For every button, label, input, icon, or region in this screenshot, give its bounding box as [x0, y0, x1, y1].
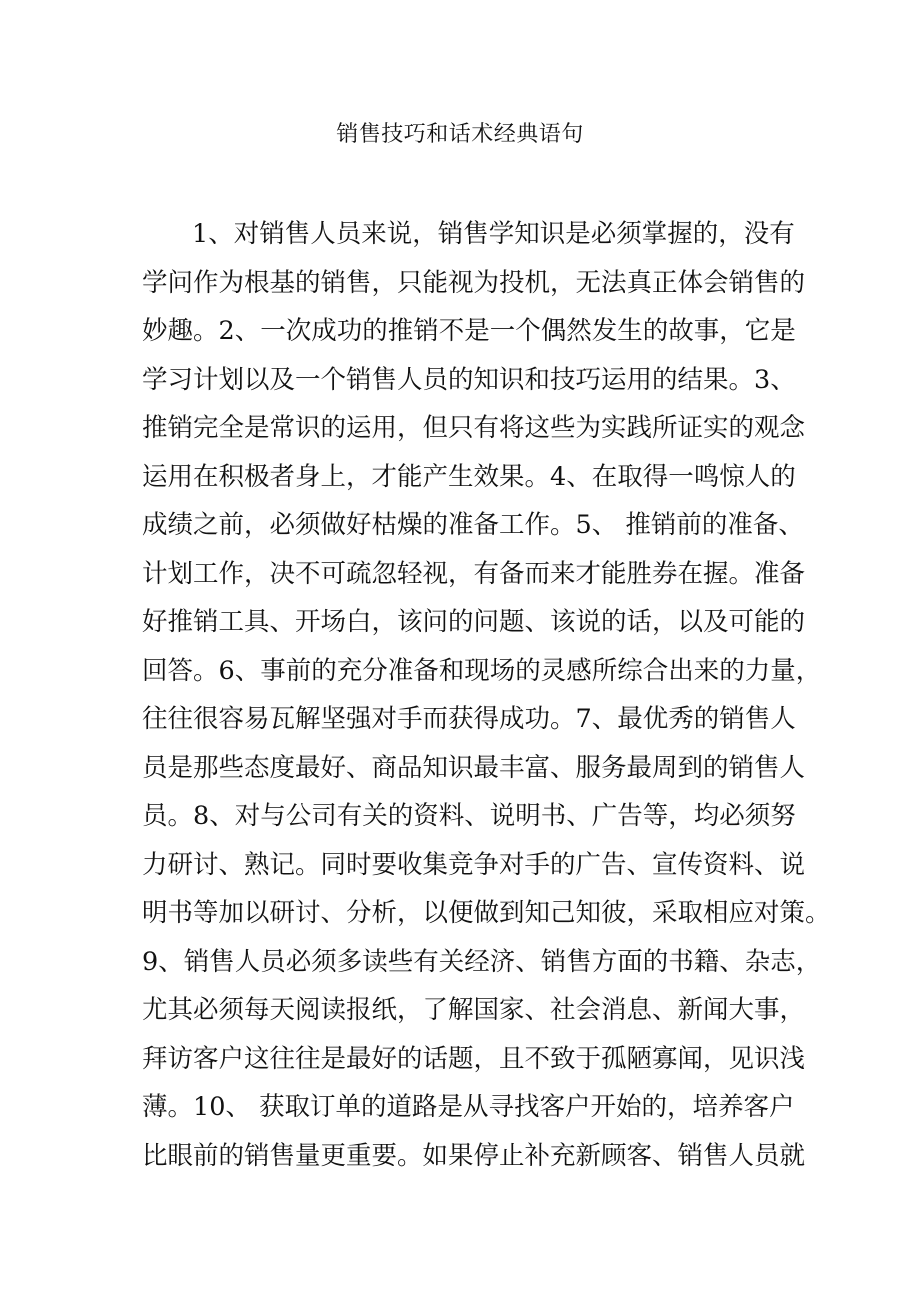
paragraph-line: 成绩之前，必须做好枯燥的准备工作。5、 推销前的准备、: [142, 510, 804, 540]
paragraph-line: 9、销售人员必须多读些有关经济、销售方面的书籍、杂志，: [142, 946, 822, 977]
paragraph-line: 明书等加以研讨、分析，以便做到知己知彼，采取相应对策。: [142, 898, 831, 928]
body-paragraph: [142, 210, 831, 1180]
paragraph-line: 推销完全是常识的运用，但只有将这些为实践所证实的观念: [142, 413, 806, 443]
paragraph-line: 运用在积极者身上，才能产生效果。4、在取得一鸣惊人的: [142, 461, 796, 492]
paragraph-line: 学问作为根基的销售，只能视为投机，无法真正体会销售的: [142, 267, 806, 298]
page-title: 销售技巧和话术经典语句: [336, 122, 584, 147]
paragraph-line: 力研讨、熟记。同时要收集竞争对手的广告、宣传资料、说: [142, 849, 806, 880]
paragraph-line: 员是那些态度最好、商品知识最丰富、服务最周到的销售人: [142, 752, 806, 783]
paragraph-line: 员。8、对与公司有关的资料、说明书、广告等，均必须努: [142, 801, 796, 831]
paragraph-line: 回答。6、事前的充分准备和现场的灵感所综合出来的力量，: [142, 655, 822, 686]
paragraph-line: 薄。10、 获取订单的道路是从寻找客户开始的，培养客户: [142, 1092, 795, 1122]
paragraph-line: 比眼前的销售量更重要。如果停止补充新顾客、销售人员就: [142, 1140, 806, 1171]
paragraph-line: 学习计划以及一个销售人员的知识和技巧运用的结果。3、: [142, 364, 796, 395]
paragraph-line: 拜访客户这往往是最好的话题，且不致于孤陋寡闻，见识浅: [142, 1043, 806, 1074]
paragraph-line: 尤其必须每天阅读报纸，了解国家、社会消息、新闻大事，: [142, 995, 806, 1025]
paragraph-line: 往往很容易瓦解坚强对手而获得成功。7、最优秀的销售人: [142, 704, 796, 734]
paragraph-line: 计划工作，决不可疏忽轻视，有备而来才能胜券在握。准备: [142, 558, 806, 589]
paragraph-line: 好推销工具、开场白，该问的问题、该说的话，以及可能的: [142, 607, 806, 637]
paragraph-line: 1、对销售人员来说，销售学知识是必须掌握的，没有: [192, 219, 795, 249]
paragraph-line: 妙趣。2、一次成功的推销不是一个偶然发生的故事，它是: [142, 316, 796, 346]
